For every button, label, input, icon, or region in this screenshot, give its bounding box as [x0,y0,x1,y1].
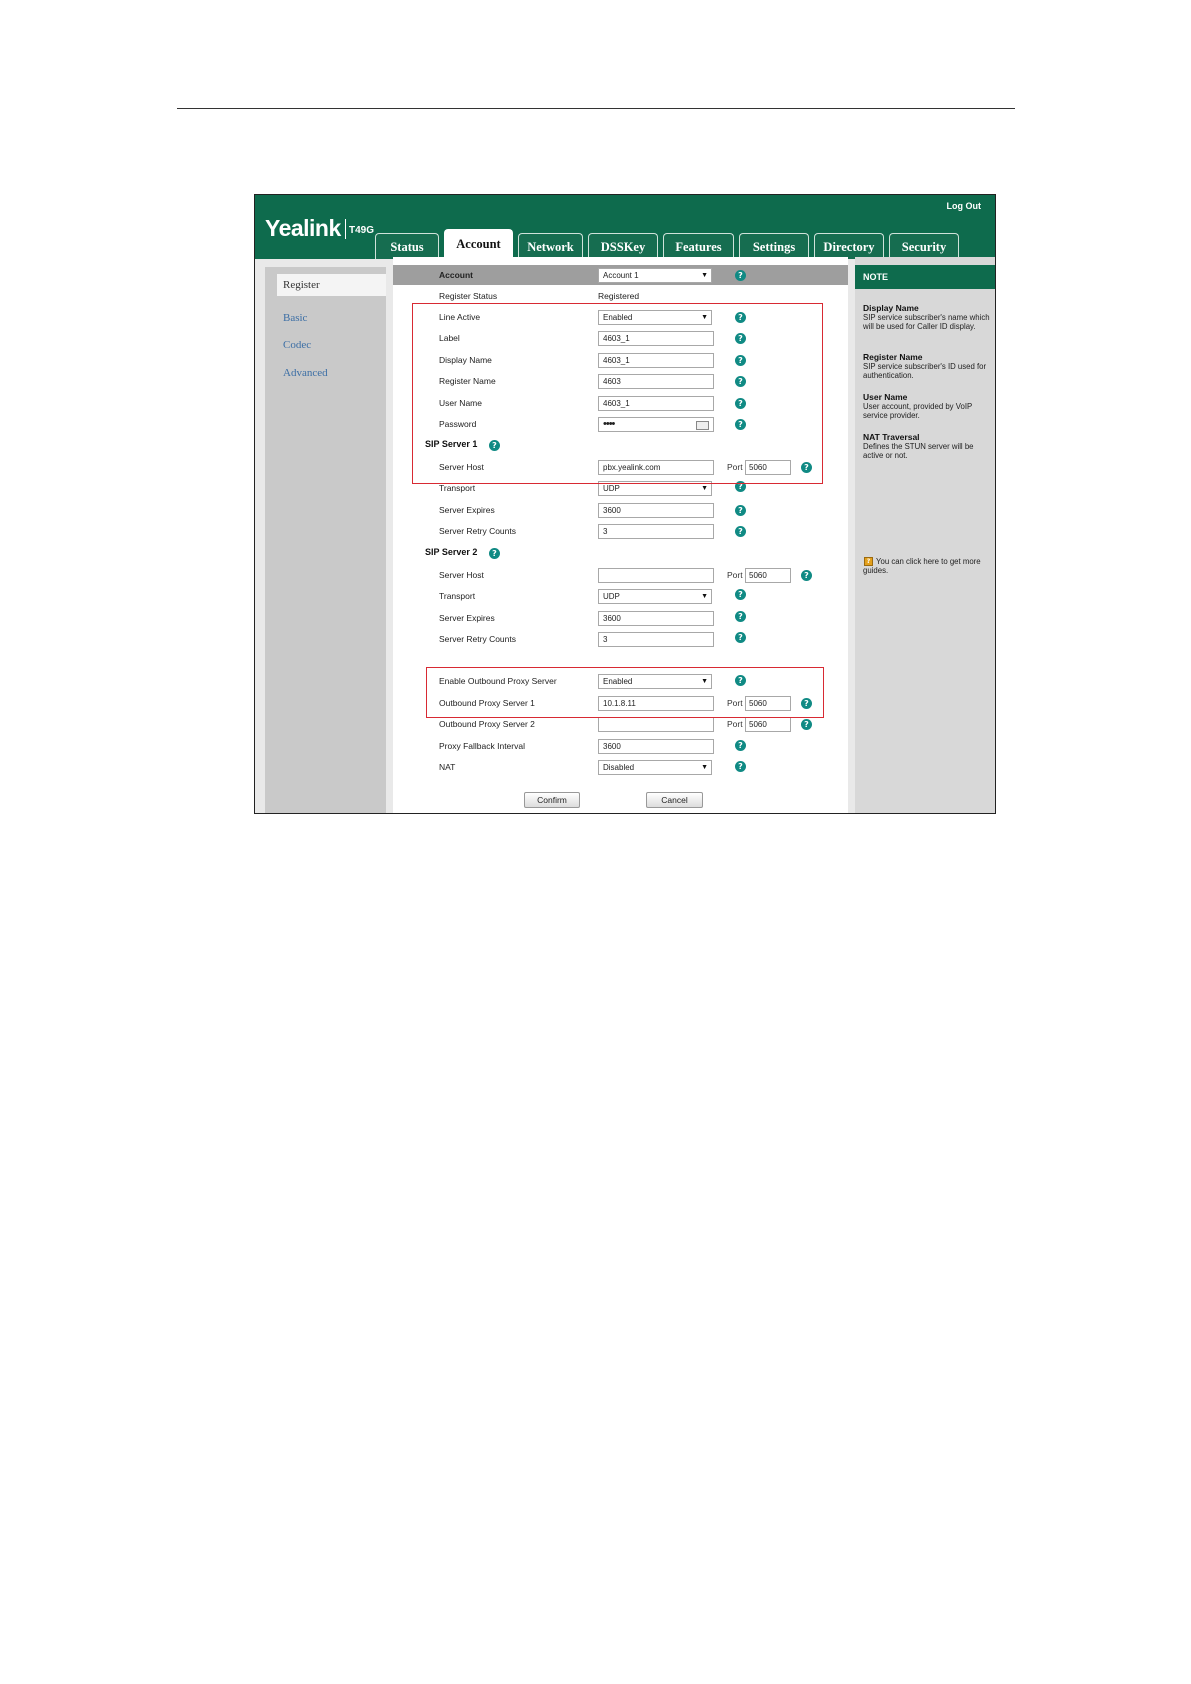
port-label: Port [727,462,743,472]
help-icon[interactable]: ? [735,611,746,622]
tab-account[interactable]: Account [444,229,513,259]
note-title-user-name: User Name [863,392,908,402]
note-panel [855,257,995,813]
password-input[interactable]: •••• [598,417,714,432]
help-icon[interactable]: ? [735,312,746,323]
user-name-input[interactable]: 4603_1 [598,396,714,411]
sip-server-1-heading: SIP Server 1 [425,439,478,449]
server-retry-2-input[interactable]: 3 [598,632,714,647]
note-title-display-name: Display Name [863,303,919,313]
outbound-proxy-1-input[interactable]: 10.1.8.11 [598,696,714,711]
nat-select[interactable]: Disabled ▼ [598,760,712,775]
more-guides-link[interactable]: You can click here to get more guides. [863,557,981,576]
chevron-down-icon: ▼ [701,593,708,600]
server-retry-2-label: Server Retry Counts [439,634,516,644]
label-input[interactable]: 4603_1 [598,331,714,346]
note-desc-register-name: SIP service subscriber's ID used for authentication. [863,362,987,381]
register-status-label: Register Status [439,291,498,301]
server-expires-2-label: Server Expires [439,613,495,623]
help-icon[interactable]: ? [801,698,812,709]
password-label: Password [439,419,477,429]
transport-1-select[interactable]: UDP ▼ [598,481,712,496]
server-host-1-label: Server Host [439,462,484,472]
help-icon[interactable]: ? [735,632,746,643]
note-desc-user-name: User account, provided by VoIP service provider. [863,402,973,421]
sidebar-item-advanced[interactable]: Advanced [283,367,328,379]
proxy-fallback-label: Proxy Fallback Interval [439,741,525,751]
tab-directory[interactable]: Directory [814,233,884,259]
server-expires-1-label: Server Expires [439,505,495,515]
help-icon[interactable]: ? [735,740,746,751]
server-2-port-input[interactable]: 5060 [745,568,791,583]
register-name-label: Register Name [439,376,496,386]
logo-separator [345,219,346,239]
help-icon[interactable]: ? [801,462,812,473]
help-icon[interactable]: ? [735,505,746,516]
help-icon[interactable]: ? [489,440,500,451]
server-1-port-input[interactable]: 5060 [745,460,791,475]
nat-label: NAT [439,762,456,772]
help-icon[interactable]: ? [489,548,500,559]
transport-2-label: Transport [439,591,476,601]
register-form [393,257,848,813]
chevron-down-icon: ▼ [701,764,708,771]
help-icon[interactable]: ? [735,761,746,772]
line-active-label: Line Active [439,312,481,322]
highlight-box-outbound-proxy [426,667,824,718]
sidebar [265,267,386,813]
outbound-proxy-2-input[interactable] [598,717,714,732]
help-icon[interactable]: ? [735,398,746,409]
highlight-box-account-fields [412,303,823,484]
page-top-rule [177,108,1015,109]
help-icon[interactable]: ? [735,333,746,344]
sidebar-item-register[interactable]: Register [277,274,386,296]
guide-icon[interactable]: ? [864,557,873,566]
display-name-input[interactable]: 4603_1 [598,353,714,368]
sidebar-item-basic[interactable]: Basic [283,312,308,324]
help-icon[interactable]: ? [801,570,812,581]
proxy-fallback-input[interactable]: 3600 [598,739,714,754]
help-icon[interactable]: ? [735,526,746,537]
transport-1-label: Transport [439,483,476,493]
user-name-label: User Name [439,398,482,408]
tab-status[interactable]: Status [375,233,439,259]
yealink-web-ui-screenshot [254,194,996,814]
model-label: T49G [349,225,375,236]
enable-outbound-proxy-select[interactable]: Enabled ▼ [598,674,712,689]
register-status-value: Registered [598,291,640,301]
cancel-button[interactable]: Cancel [646,792,703,808]
port-label: Port [727,570,743,580]
register-name-input[interactable]: 4603 [598,374,714,389]
note-header [855,265,996,289]
help-icon[interactable]: ? [735,675,746,686]
confirm-button[interactable]: Confirm [524,792,580,808]
tab-features[interactable]: Features [663,233,734,259]
server-retry-1-label: Server Retry Counts [439,526,516,536]
logout-link[interactable]: Log Out [946,201,981,211]
help-icon[interactable]: ? [735,376,746,387]
help-icon[interactable]: ? [735,419,746,430]
line-active-select[interactable]: Enabled ▼ [598,310,712,325]
note-corner-icon [995,265,996,277]
chevron-down-icon: ▼ [701,314,708,321]
chevron-down-icon: ▼ [701,272,708,279]
server-expires-2-input[interactable]: 3600 [598,611,714,626]
sidebar-item-codec[interactable]: Codec [283,339,312,351]
server-host-1-input[interactable]: pbx.yealink.com [598,460,714,475]
help-icon[interactable]: ? [801,719,812,730]
note-desc-nat-traversal: Defines the STUN server will be active or not. [863,442,974,461]
tab-dsskey[interactable]: DSSKey [588,233,658,259]
chevron-down-icon: ▼ [701,485,708,492]
account-label: Account [439,270,473,280]
outbound-proxy-1-port-input[interactable]: 5060 [745,696,791,711]
port-label: Port [727,719,743,729]
server-retry-1-input[interactable]: 3 [598,524,714,539]
outbound-proxy-2-label: Outbound Proxy Server 2 [439,719,535,729]
server-expires-1-input[interactable]: 3600 [598,503,714,518]
sip-server-2-heading: SIP Server 2 [425,547,478,557]
label-field-label: Label [439,333,460,343]
enable-outbound-proxy-label: Enable Outbound Proxy Server [439,676,557,686]
yealink-logo: Yealink [265,215,341,241]
note-title-register-name: Register Name [863,352,923,362]
help-icon[interactable]: ? [735,481,746,492]
server-host-2-label: Server Host [439,570,484,580]
account-select[interactable]: Account 1 ▼ [598,268,712,283]
note-title-nat-traversal: NAT Traversal [863,432,920,442]
help-icon[interactable]: ? [735,355,746,366]
tab-settings[interactable]: Settings [739,233,809,259]
tab-security[interactable]: Security [889,233,959,259]
outbound-proxy-1-label: Outbound Proxy Server 1 [439,698,535,708]
note-desc-display-name: SIP service subscriber's name which will be used for Caller ID display. [863,313,990,332]
display-name-label: Display Name [439,355,492,365]
help-icon[interactable]: ? [735,589,746,600]
transport-2-select[interactable]: UDP ▼ [598,589,712,604]
server-host-2-input[interactable] [598,568,714,583]
port-label: Port [727,698,743,708]
outbound-proxy-2-port-input[interactable]: 5060 [745,717,791,732]
note-header-text: NOTE [863,272,889,282]
help-icon[interactable]: ? [735,270,746,281]
chevron-down-icon: ▼ [701,678,708,685]
header-bar [255,195,995,259]
tab-network[interactable]: Network [518,233,583,259]
